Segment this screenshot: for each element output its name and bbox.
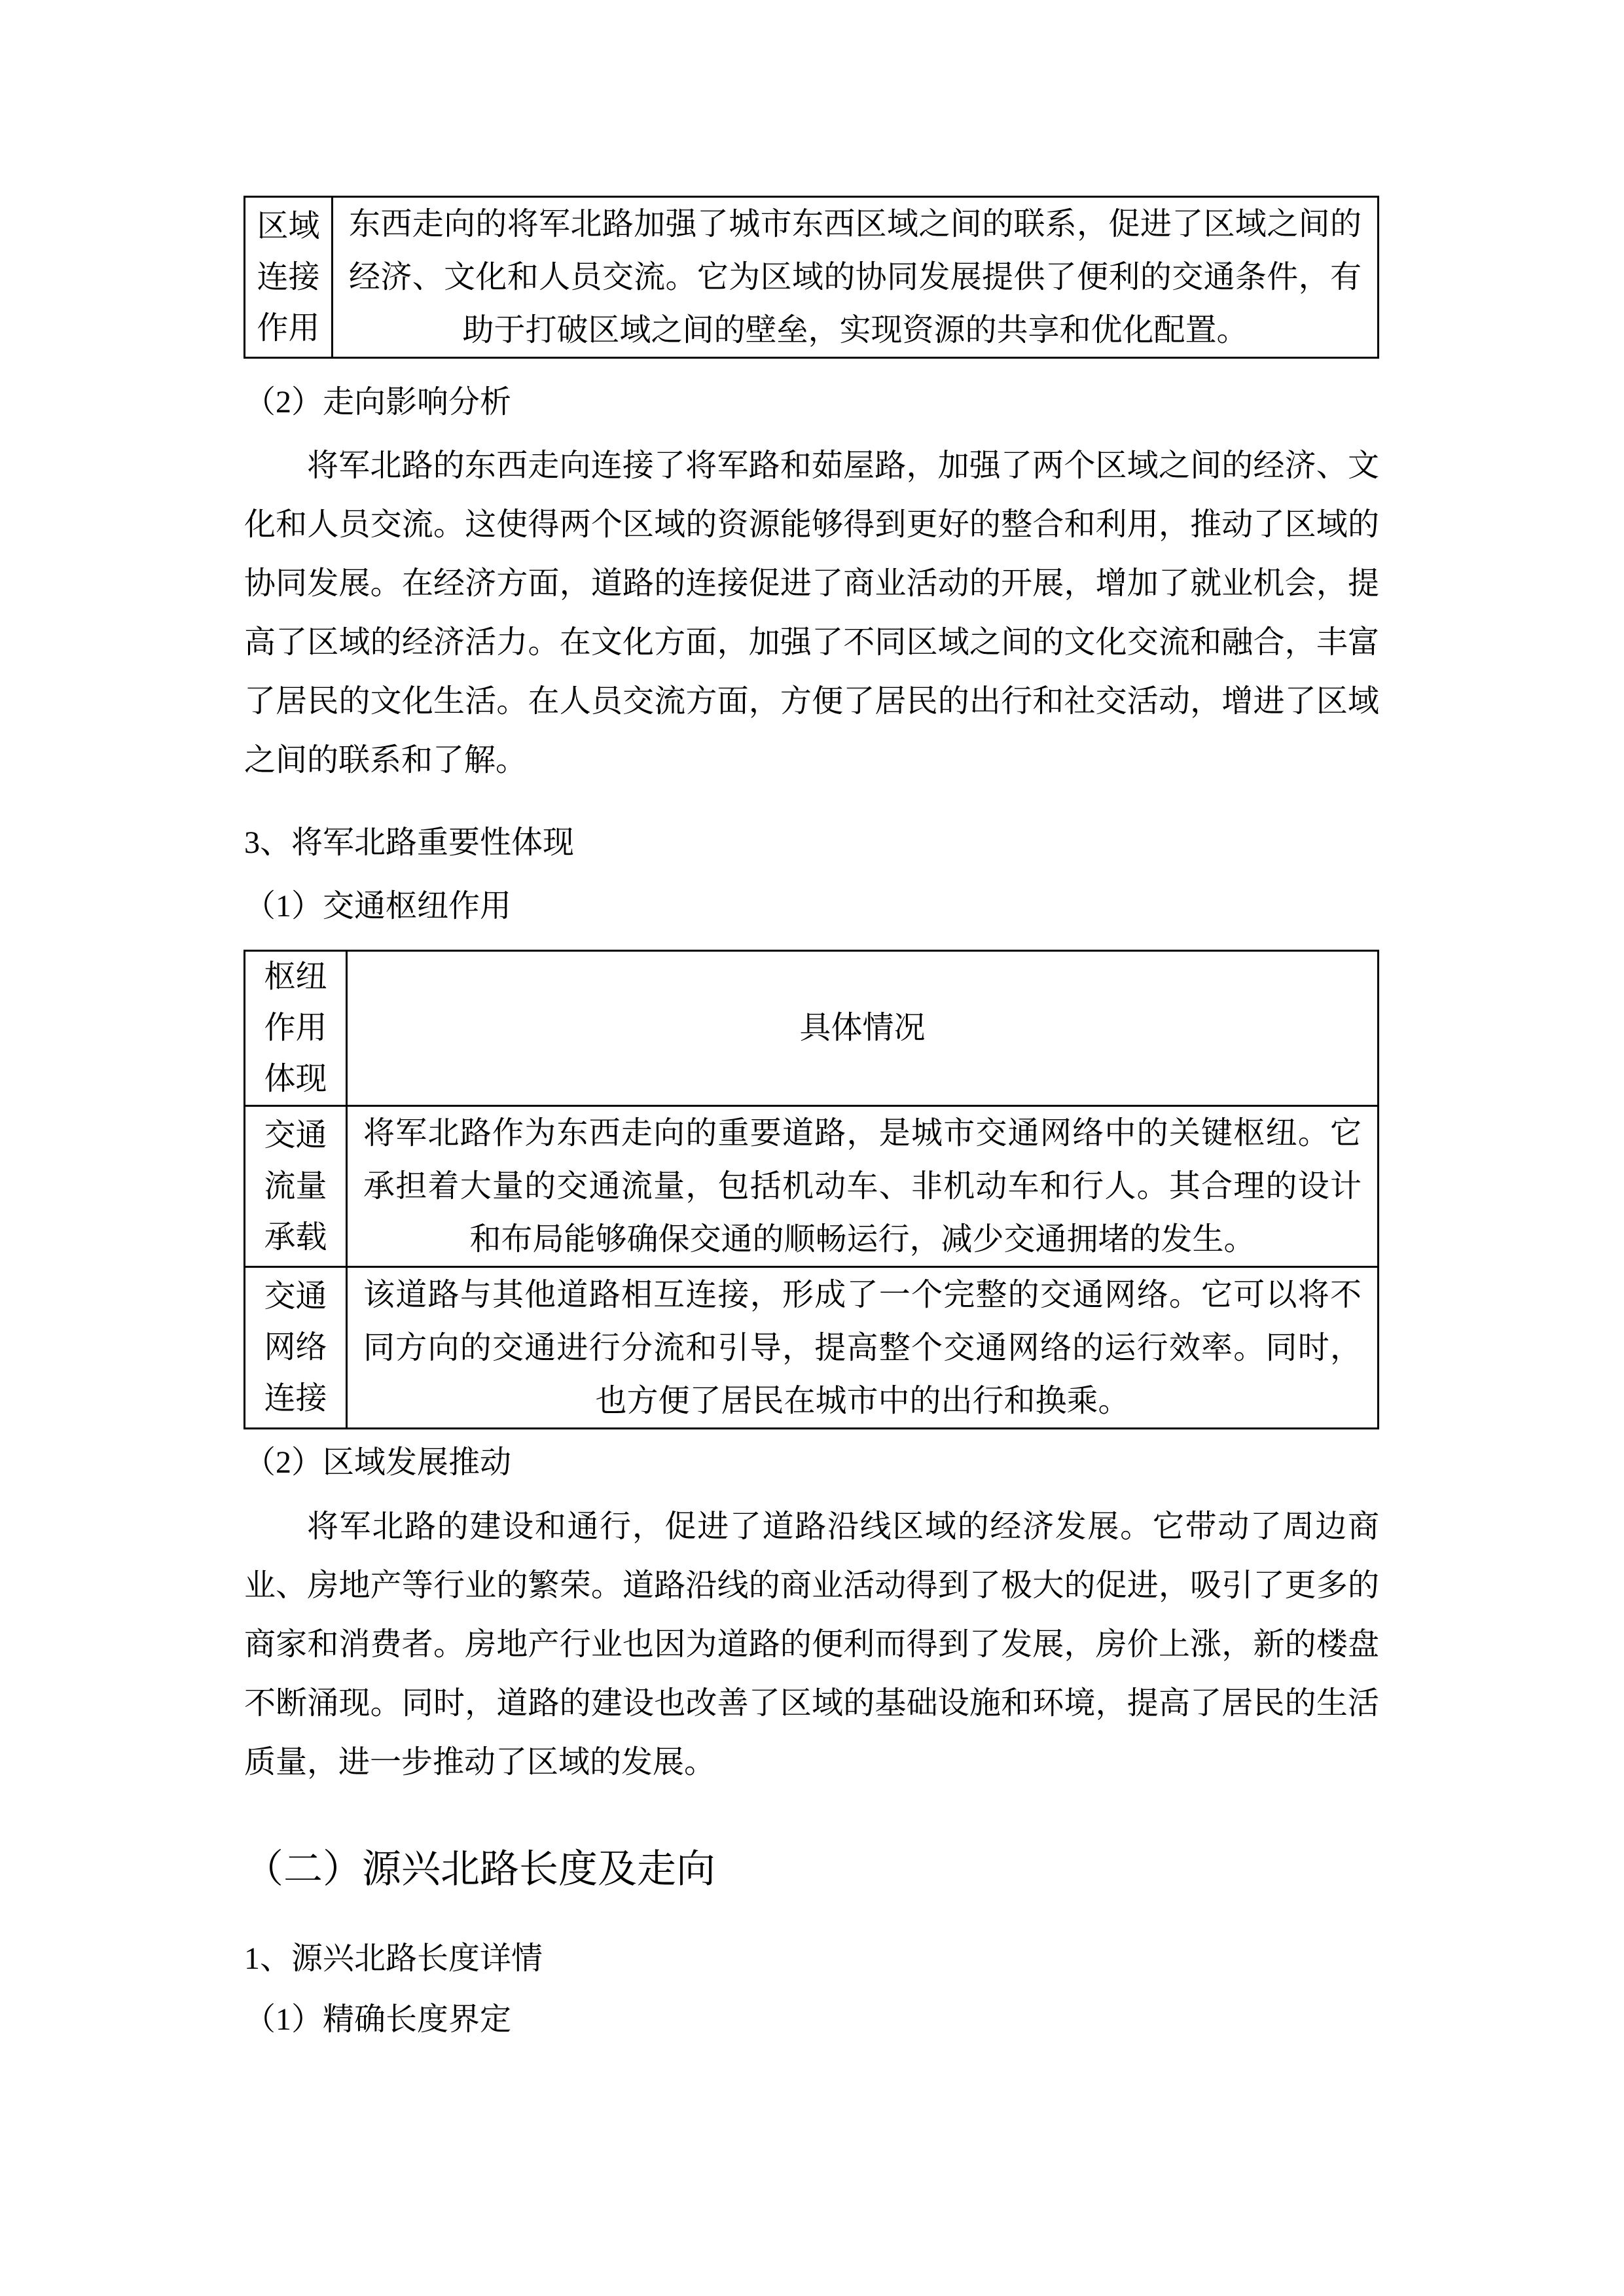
region-connection-content-cell: 东西走向的将军北路加强了城市东西区域之间的联系，促进了区域之间的经济、文化和人员交流。它为区域的协同发展提供了便利的交通条件，有助于打破区域之间的壁垒，实现资源的共享和优化配置。 [333, 197, 1379, 358]
region-connection-label-cell: 区域连接作用 [245, 197, 333, 358]
hub-row-network-connection-content-cell: 该道路与其他道路相互连接，形成了一个完整的交通网络。它可以将不同方向的交通进行分流和引导，提高整个交通网络的运行效率。同时，也方便了居民在城市中的出行和换乘。 [347, 1267, 1379, 1429]
heading-trend-analysis: （2）走向影响分析 [244, 385, 512, 420]
table-hub-role [244, 950, 1379, 1429]
table-header-row [245, 951, 1379, 1106]
hub-row-network-connection-label-cell: 交通网络连接 [245, 1267, 347, 1429]
table-row [245, 197, 1379, 358]
table-row [245, 1106, 1379, 1267]
hub-row-traffic-load-label-cell: 交通流量承载 [245, 1106, 347, 1267]
paragraph-trend-analysis: 将军北路的东西走向连接了将军路和茹屋路，加强了两个区域之间的经济、文化和人员交流。这使得两个区域的资源能够得到更好的整合和利用，推动了区域的协同发展。在经济方面，道路的连接促进了商业活动的开展，增加了就业机会，提高了区域的经济活力。在文化方面，加强了不同区域之间的文化交流和融合，丰富了居民的文化生活。在人员交流方面，方便了居民的出行和社交活动，增进了区域之间的联系和了解。 [244, 448, 1379, 778]
heading-section-yuanxing-road: （二）源兴北路长度及走向 [244, 1848, 715, 1891]
hub-row-traffic-load-content-cell: 将军北路作为东西走向的重要道路，是城市交通网络中的关键枢纽。它承担着大量的交通流量，包括机动车、非机动车和行人。其合理的设计和布局能够确保交通的顺畅运行，减少交通拥堵的发生。 [347, 1106, 1379, 1267]
heading-region-development: （2）区域发展推动 [244, 1445, 512, 1480]
hub-header-value-cell: 具体情况 [347, 951, 1379, 1106]
heading-precise-length: （1）精确长度界定 [244, 2002, 512, 2037]
heading-hub-role: （1）交通枢纽作用 [244, 889, 512, 924]
table-row [245, 1267, 1379, 1429]
heading-importance: 3、将军北路重要性体现 [244, 825, 575, 860]
paragraph-region-development: 将军北路的建设和通行，促进了道路沿线区域的经济发展。它带动了周边商业、房地产等行业的繁荣。道路沿线的商业活动得到了极大的促进，吸引了更多的商家和消费者。房地产行业也因为道路的便利而得到了发展，房价上涨，新的楼盘不断涌现。同时，道路的建设也改善了区域的基础设施和环境，提高了居民的生活质量，进一步推动了区域的发展。 [244, 1509, 1379, 1780]
heading-length-detail: 1、源兴北路长度详情 [244, 1941, 543, 1976]
table-region-connection [244, 196, 1379, 359]
hub-header-label-cell: 枢纽作用体现 [245, 951, 347, 1106]
